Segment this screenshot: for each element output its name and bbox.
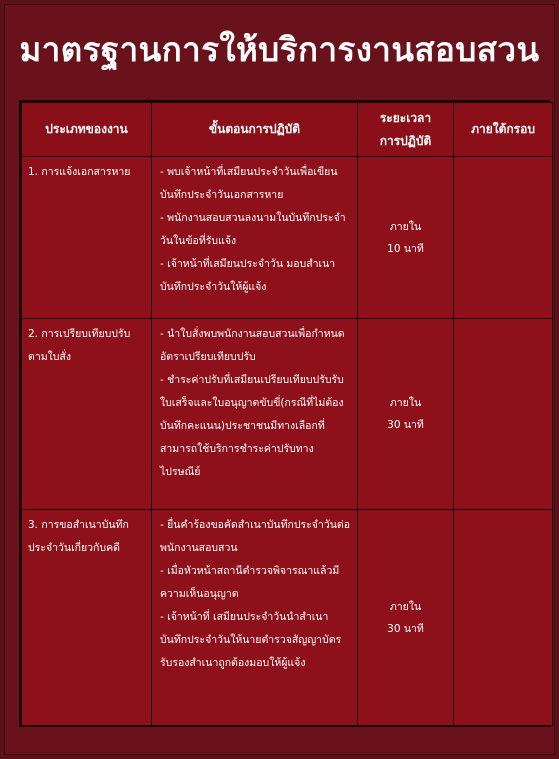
step-item: - พบเจ้าหน้าที่เสมียนประจำวันเพื่อเขียนบันทึกประจำวันเอกสารหาย [160, 166, 338, 201]
table-header-row [22, 103, 553, 157]
row-within [454, 157, 553, 319]
step-item: - นำใบสั่งพบพนักงานสอบสวนเพื่อกำหนดอัตราเปรียบเทียบปรับ [160, 328, 345, 363]
row-work-type: 2. การเปรียบเทียบปรับตามใบสั่ง [22, 319, 152, 510]
service-table [21, 102, 553, 726]
row-duration [358, 157, 454, 319]
header-duration-line1: ระยะเวลา [379, 110, 432, 125]
row-duration [358, 510, 454, 726]
step-item: - เจ้าหน้าที่ เสมียนประจำวันนำสำเนาบันทึกประจำวันให้นายตำรวจสัญญาบัตรรับรองสำเนาถูกต้องมอบให้ผู้แจ้ง [160, 611, 342, 669]
header-work-type: ประเภทของงาน [22, 103, 152, 157]
page-frame [4, 4, 555, 755]
duration-label: ภายใน [389, 600, 422, 613]
step-item: - เมื่อหัวหน้าสถานีตำรวจพิจารณาแล้วมีความเห็นอนุญาต [160, 565, 340, 600]
row-duration [358, 319, 454, 510]
row-steps [152, 510, 358, 726]
duration-label: ภายใน [389, 220, 422, 233]
step-item: - ยื่นคำร้องขอคัดสำเนาบันทึกประจำวันต่อพนักงานสอบสวน [160, 519, 351, 554]
duration-value: 30 นาที [387, 622, 424, 635]
header-duration [358, 103, 454, 157]
duration-value: 10 นาที [387, 242, 424, 255]
row-steps [152, 157, 358, 319]
duration-value: 30 นาที [387, 419, 424, 431]
row-within [454, 510, 553, 726]
row-work-type: 3. การขอสำเนาบันทึกประจำวันเกี่ยวกับคดี [22, 510, 152, 726]
row-steps [152, 319, 358, 510]
page-title: มาตรฐานการให้บริการงานสอบสวน [19, 30, 540, 69]
header-duration-line2: การปฏิบัติ [379, 133, 432, 148]
header-within: ภายใต้กรอบ [454, 103, 553, 157]
row-within [454, 319, 553, 510]
header-steps: ขั้นตอนการปฏิบัติ [152, 103, 358, 157]
table-row [22, 510, 553, 726]
step-item: - ชำระค่าปรับที่เสมียนเปรียบเทียบปรับรับใบเสร็จและใบอนุญาตขับขี่(กรณีที่ไม่ต้องบันทึกคะแนน)ประชาชนมีทางเลือกที่สามารถใช้บริการชำระค่าปรับทางไปรษณีย์ [160, 374, 344, 478]
row-work-type: 1. การแจ้งเอกสารหาย [22, 157, 152, 319]
step-item: - เจ้าหน้าที่เสมียนประจำวัน มอบสำเนาบันทึกประจำวันให้ผู้แจ้ง [160, 258, 336, 293]
table-row [22, 157, 553, 319]
duration-label: ภายใน [389, 397, 422, 409]
table-row [22, 319, 553, 510]
service-standard-table [19, 100, 550, 727]
step-item: - พนักงานสอบสวนลงนามในบันทึกประจำวันในข้อที่รับแจ้ง [160, 212, 346, 247]
